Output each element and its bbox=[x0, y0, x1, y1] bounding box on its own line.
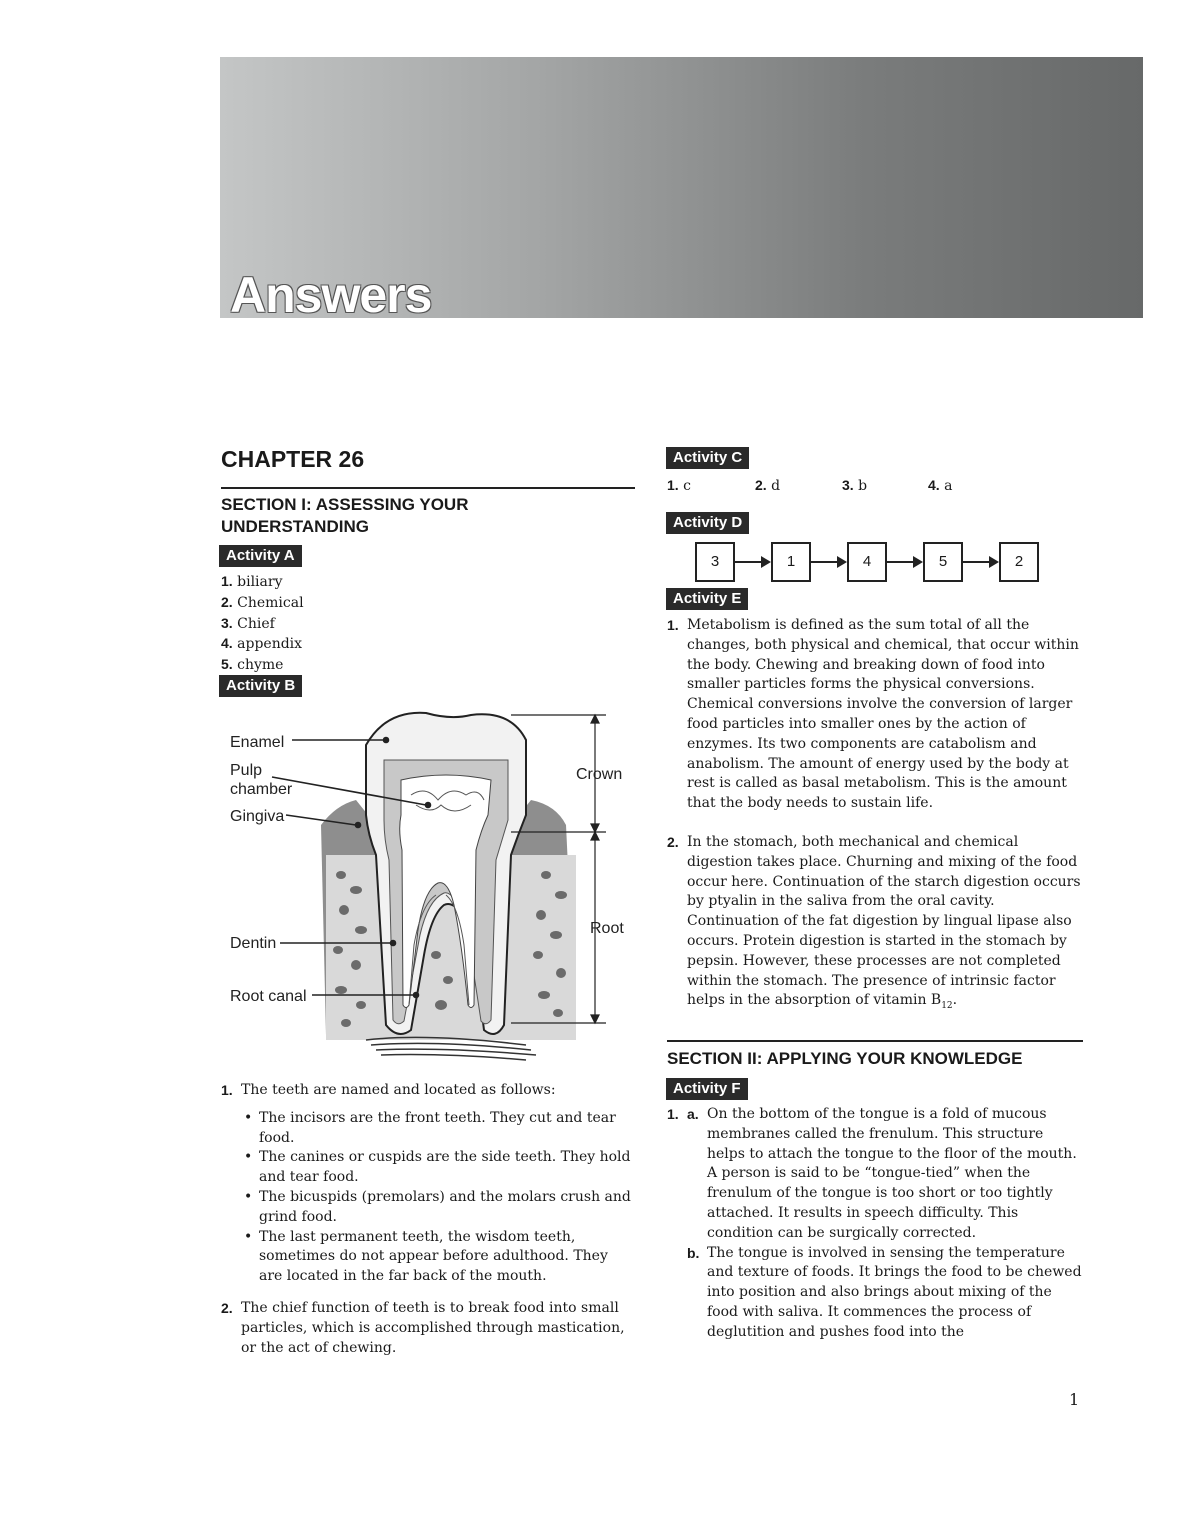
section1-title: SECTION I: ASSESSING YOUR UNDERSTANDING bbox=[221, 495, 469, 536]
label-enamel: Enamel bbox=[230, 734, 285, 751]
list-item: • The incisors are the front teeth. They cut and tear food. bbox=[241, 1109, 635, 1149]
label-dentin: Dentin bbox=[230, 935, 277, 952]
label-pulp: Pulp bbox=[230, 762, 263, 779]
sequence-box: 1 bbox=[771, 542, 811, 582]
list-item: 5. chyme bbox=[221, 656, 284, 674]
activity-d-sequence bbox=[695, 542, 1040, 582]
list-item: • The canines or cuspids are the side teeth. They hold and tear food. bbox=[241, 1148, 635, 1188]
nerve-bundle bbox=[366, 1037, 536, 1060]
label-crown: Crown bbox=[576, 766, 623, 783]
answer-item: 4. a bbox=[928, 477, 953, 494]
list-item: • The bicuspids (premolars) and the molars crush and grind food. bbox=[241, 1188, 635, 1228]
activity-e-q1: 1. Metabolism is defined as the sum total of all the changes, both physical and chemical, that occur within the body. Chewing and breaking down of food into smaller particles forms the physical conversions. Chemical conversions involve the conversion of larger food particles into smaller ones by the action of enzymes. Its two components are catabolism and anabolism. The amount of energy used by the body at rest is called as basal metabolism. This is the amount that the body needs to sustain life. bbox=[667, 617, 1079, 812]
activity-d-label: Activity D bbox=[666, 512, 749, 534]
sequence-box: 3 bbox=[695, 542, 735, 582]
list-item: • The last permanent teeth, the wisdom teeth, sometimes do not appear before adulthood. They are located in the far back of the mouth. bbox=[241, 1228, 635, 1287]
label-chamber: chamber bbox=[230, 781, 293, 798]
activity-b-q2: 2. The chief function of teeth is to break food into small particles, which is accomplished through mastication, or the act of chewing. bbox=[221, 1300, 625, 1356]
banner-title: Answers bbox=[230, 267, 432, 323]
section1-rule bbox=[221, 487, 635, 489]
list-item: 4. appendix bbox=[221, 635, 303, 653]
arrow-icon bbox=[809, 561, 845, 563]
list-item: 2. Chemical bbox=[221, 593, 304, 611]
chapter-title: CHAPTER 26 bbox=[221, 446, 365, 472]
activity-e-q2: 2. In the stomach, both mechanical and chemical digestion takes place. Churning and mixing of the food occur here. Continuation of the starch digestion occurs by ptyalin in the saliva from the oral cavity. Continuation of the fat digestion by lingual lipase also occurs. Protein digestion is started in the stomach by pepsin. However, these processes are not completed within the stomach. The presence of intrinsic factor helps in the absorption of vitamin $B_{12}$. bbox=[667, 834, 1081, 1012]
activity-f-q1a: a. On the bottom of the tongue is a fold of mucous membranes called the frenulum. This structure helps to attach the tongue to the floor of the mouth. A person is said to be “tongue-tied” when the frenulum of the tongue is too short or too tightly attached. It results in speech difficulty. This condition can be surgically corrected. bbox=[687, 1106, 1077, 1241]
activity-b-q1: 1. The teeth are named and located as follows: • The incisors are the front teeth. They cut and tear food. • The canines or cuspids are the side teeth. They hold and tear food. • The bicuspids (premolars) and the molars crush and grind food. • The last permanent teeth, the wisdom teeth, sometimes do not appear before adulthood. They are located in the far back of the mouth. bbox=[221, 1081, 635, 1287]
sequence-box: 4 bbox=[847, 542, 887, 582]
answer-item: 1. c bbox=[667, 477, 691, 494]
activity-a-label: Activity A bbox=[219, 545, 302, 567]
activity-e-label: Activity E bbox=[666, 588, 748, 610]
sequence-box: 5 bbox=[923, 542, 963, 582]
activity-b-label: Activity B bbox=[219, 675, 302, 697]
list-item: 1. biliary bbox=[221, 573, 283, 590]
arrow-icon bbox=[733, 561, 769, 563]
section2-rule bbox=[667, 1040, 1083, 1042]
answer-item: 3. b bbox=[842, 477, 868, 494]
section2-title: SECTION II: APPLYING YOUR KNOWLEDGE bbox=[667, 1049, 1023, 1068]
activity-a-list bbox=[221, 572, 304, 676]
label-root: Root bbox=[590, 920, 624, 937]
activity-f-q1: 1. a. On the bottom of the tongue is a fold of mucous membranes called the frenulum. This structure helps to attach the tongue to the floor of the mouth. A person is said to be “tongue-tied” when the frenulum of the tongue is too short or too tightly attached. It results in speech difficulty. This condition can be surgically corrected. b. The tongue is involved in sensing the temperature and texture of foods. It brings the food to be chewed into position and also brings about mixing of the food with saliva. It commences the process of deglutition and pushes food into the bbox=[667, 1105, 1083, 1343]
label-root-canal: Root canal bbox=[230, 988, 307, 1005]
page-number: 1 bbox=[1069, 1390, 1080, 1409]
list-item: 3. Chief bbox=[221, 614, 275, 632]
activity-c-label: Activity C bbox=[666, 447, 749, 469]
teeth-bullet-list bbox=[241, 1109, 635, 1287]
arrow-icon bbox=[961, 561, 997, 563]
label-gingiva: Gingiva bbox=[230, 808, 285, 825]
activity-f-q1b: b. The tongue is involved in sensing the temperature and texture of foods. It brings the food to be chewed into position and also brings about mixing of the food with saliva. It commences the process of deglutition and pushes food into the bbox=[687, 1244, 1082, 1340]
sequence-box: 2 bbox=[999, 542, 1039, 582]
arrow-icon bbox=[885, 561, 921, 563]
header-banner bbox=[220, 57, 1143, 323]
answer-item: 2. d bbox=[755, 477, 781, 494]
activity-f-label: Activity F bbox=[666, 1078, 748, 1100]
tooth-diagram bbox=[226, 705, 646, 1065]
